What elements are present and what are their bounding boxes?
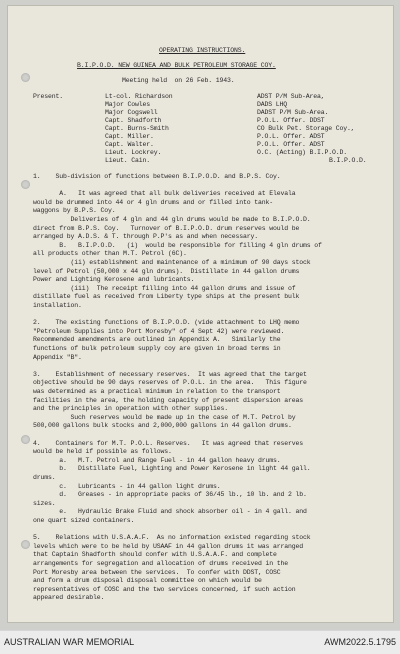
attendee-role: ADST P/M Sub-Area,	[257, 93, 325, 100]
body-line: would be drummed into 44 or 4 gln drums and or filled into tank-	[33, 198, 274, 206]
body-line: would be held if possible as follows.	[33, 448, 172, 456]
body-line: objective should be 90 days reserves of P.O.L. in the area. This figure	[33, 379, 307, 387]
body-line: direct from B.P.S. Coy. Turnover of B.I.P.O.D. drum reserves would be	[33, 224, 300, 232]
body-line: 1. Sub-division of functions between B.I.P.O.D. and B.P.S. Coy.	[33, 173, 281, 180]
body-line: sizes.	[33, 499, 56, 507]
body-line: distillate fuel as received from Liberty type ships at the present bulk	[33, 293, 300, 301]
attendee-name: Lt-col. Richardson	[105, 93, 173, 100]
document-title: OPERATING INSTRUCTIONS.	[159, 47, 246, 54]
present-label: Present.	[33, 93, 64, 100]
punch-hole	[21, 180, 30, 189]
body-line: facilities in the area, the holding capacity of present dispersion areas	[33, 396, 304, 404]
body-line: representatives of COSC and the two services concerned, if such action	[33, 585, 296, 593]
body-line: 5. Relations with U.S.A.A.F. As no information existed regarding stock	[33, 534, 311, 542]
body-line: Recommended amendments are outlined in Appendix A. Similarly the	[33, 336, 281, 344]
body-line: 2. The existing functions of B.I.P.O.D. (vide attachment to LHQ memo	[33, 319, 300, 327]
body-line: 4. Containers for M.T. P.O.L. Reserves. It was agreed that reserves	[33, 439, 304, 447]
body-line: (iii) The receipt filling into 44 gallon drums and issue of	[33, 284, 296, 292]
attendee-role: DADS LHQ	[257, 101, 288, 108]
attendee-role: P.O.L. Offer. DDST	[257, 117, 325, 124]
body-line: arrangements for segregation and allocation of drums received in the	[33, 560, 289, 567]
attendee-name: Lieut. Cain.	[105, 157, 151, 164]
body-line: waggons by B.P.S. Coy.	[33, 207, 116, 215]
caption-bar	[0, 630, 400, 654]
attendee-name: Capt. Burns-Smith	[105, 125, 169, 132]
attendee-role: B.I.P.O.D.	[329, 157, 367, 164]
institution-credit: AUSTRALIAN WAR MEMORIAL	[4, 637, 135, 647]
body-line: "Petroleum Supplies into Port Moresby" of 4 Sept 42) were reviewed.	[33, 327, 285, 335]
body-line: Appendix "B".	[33, 353, 82, 361]
body-line: that Captain Shadforth should confer with U.S.A.A.F. and complete	[33, 551, 277, 559]
body-line: a. M.T. Petrol and Range Fuel - in 44 gallon heavy drums.	[33, 456, 281, 464]
attendee-role: O.C. (Acting) B.I.P.O.D.	[257, 149, 348, 156]
body-line: 500,000 gallons bulk stocks and 2,000,000 gallons in 44 gallon drums.	[33, 422, 292, 430]
attendee-role: P.O.L. Offer. ADST	[257, 133, 325, 140]
body-line: and form a drum disposal disposal committee on which would be	[33, 577, 262, 585]
body-line: (ii) establishment and maintenance of a minimum of 90 days stock	[33, 259, 311, 266]
body-line: was determined as a practical minimum in relation to the transport	[33, 388, 281, 395]
attendee-role: CO Bulk Pet. Storage Coy.,	[257, 125, 355, 132]
body-line: appeared desirable.	[33, 594, 105, 602]
punch-hole	[21, 435, 30, 444]
body-line: functions of bulk petroleum supply coy are given in broad terms in	[33, 345, 281, 352]
attendee-role: P.O.L. Offer. ADST	[257, 141, 325, 148]
body-line: arranged by A.D.S. & T. through P.P's as and when necessary.	[33, 233, 259, 241]
body-line: B. B.I.P.O.D. (i) would be responsible for filling 4 gln drums of	[33, 241, 322, 249]
punch-hole	[21, 73, 30, 82]
body-line: Port Moresby area between the services. To confer with DDST, COSC	[33, 568, 281, 576]
document-page	[7, 5, 394, 623]
body-line: c. Lubricants - in 44 gallon light drums.	[33, 482, 221, 490]
attendee-name: Capt. Walter.	[105, 141, 154, 148]
body-line: Deliveries of 4 gln and 44 gln drums would be made to B.I.P.O.D.	[33, 216, 311, 223]
attendee-name: Capt. Shadforth	[105, 117, 162, 124]
body-line: levels which were to be held by USAAF in 44 gallon drums it was arranged	[33, 542, 304, 550]
body-line: e. Hydraulic Brake Fluid and shock absorber oil - in 4 gall. and	[33, 508, 307, 516]
attendee-name: Major Cogswell	[105, 109, 158, 116]
attendee-role: DADST P/M Sub-Area.	[257, 109, 329, 116]
body-line: level of Petrol (50,000 x 44 gln drums). Distillate in 44 gallon drums	[33, 267, 300, 275]
body-line: and the principles in operation with other supplies.	[33, 405, 229, 413]
body-line: one quart sized containers.	[33, 517, 135, 524]
punch-hole	[21, 540, 30, 549]
body-line: d. Greases - in appropriate packs of 36/45 lb., 10 lb. and 2 lb.	[33, 491, 307, 499]
body-line: installation.	[33, 302, 82, 309]
body-line: drums.	[33, 474, 56, 481]
document-subtitle: B.I.P.O.D. NEW GUINEA AND BULK PETROLEUM STORAGE COY.	[77, 62, 276, 69]
attendee-name: Capt. Miller.	[105, 133, 154, 140]
body-line: all products other than M.T. Petrol (6C).	[33, 250, 187, 258]
attendee-name: Major Cowles	[105, 101, 151, 108]
meeting-date: Meeting held on 26 Feb. 1943.	[122, 77, 235, 84]
body-line: Power and Lighting Kerosene and lubricants.	[33, 276, 195, 284]
body-line: Such reserves would be made up in the case of M.T. Petrol by	[33, 413, 296, 421]
body-line: A. It was agreed that all bulk deliveries received at Elevala	[33, 190, 296, 198]
body-line: 3. Establishment of necessary reserves. It was agreed that the target	[33, 370, 307, 378]
punch-holes	[21, 5, 33, 623]
accession-number: AWM2022.5.1795	[324, 637, 396, 647]
attendee-name: Lieut. Lockrey.	[105, 149, 162, 156]
body-line: b. Distillate Fuel, Lighting and Power Kerosene in light 44 gall.	[33, 465, 311, 473]
